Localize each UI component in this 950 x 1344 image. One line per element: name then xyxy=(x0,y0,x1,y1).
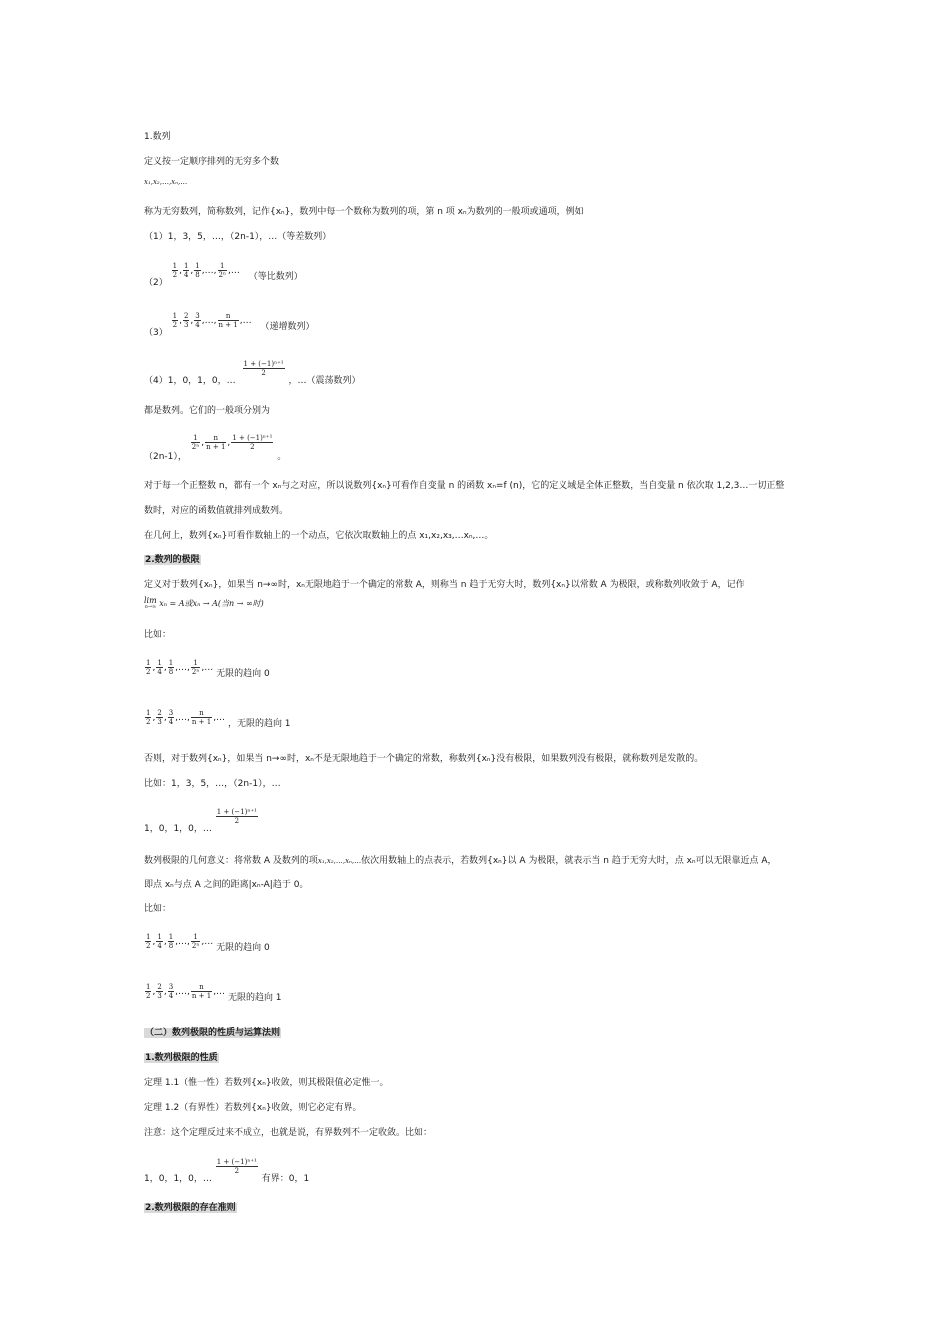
general-term-intro: 都是数列。它们的一般项分别为 xyxy=(144,406,271,416)
general-term-label: （2n-1）， xyxy=(144,452,187,462)
example-label: 比如： xyxy=(144,630,172,640)
section-title-limit: 2.数列的极限 xyxy=(145,555,200,565)
divergence-example-1: 比如：1，3，5，…，（2n-1），… xyxy=(144,779,281,789)
subsection-title-properties: 1.数列极限的性质 xyxy=(145,1053,218,1063)
note-text: 注意：这个定理反过来不成立，也就是说，有界数列不一定收敛。比如： xyxy=(144,1128,433,1138)
fraction: $\frac{1}{\text{2ⁿ}}$ xyxy=(191,933,200,950)
limit-example-4: $\frac{1}{2}$ , $\frac{2}{3}$ , $\frac{3}{4}$ ,…, $\frac{n}{n + 1}$ ,… 无限的趋向 1 xyxy=(146,983,282,1003)
fraction: $\frac{2}{3}$ xyxy=(157,709,162,726)
fraction: $\frac{n}{n + 1}$ xyxy=(206,434,226,451)
sequence-expression: x₁,x₂,…,xₙ,… xyxy=(144,178,188,186)
fraction: $\frac{1}{8}$ xyxy=(195,262,200,279)
fraction: $\frac{3}{4}$ xyxy=(168,983,174,1000)
fraction: $\frac{\text{1 + (−1)ⁿ⁺¹}}{2}$ xyxy=(216,1158,257,1175)
fraction: $\frac{1}{\text{2ⁿ}}$ xyxy=(191,659,200,676)
divergence-example-2: 1，0，1，0，… $\frac{\text{1 + (−1)ⁿ⁺¹}}{2}$ xyxy=(144,808,257,834)
limit-formula: lim n→∞ xₙ = A或xₙ → A(当n → ∞时) xyxy=(144,596,264,610)
fraction: $\frac{2}{3}$ xyxy=(157,983,162,1000)
example-label: 比如： xyxy=(144,904,172,914)
fraction: $\frac{1}{\text{2ⁿ}}$ xyxy=(218,262,226,279)
fraction: $\frac{1}{2}$ xyxy=(146,659,151,676)
limit-definition: 定义对于数列{xₙ}，如果当 n→∞时，xₙ无限地趋于一个确定的常数 A，则称当 n 趋于无穷大时，数列{xₙ}以常数 A 为极限，或称数列收敛于 A，记作 xyxy=(144,580,745,590)
limit-example-3: $\frac{1}{2}$ , $\frac{1}{4}$ , $\frac{1}{8}$ ,…, $\frac{1}{\text{2ⁿ}}$ ,… 无限的趋向 0 xyxy=(146,933,270,953)
example-arithmetic: （1）1，3，5，…，（2n-1），…（等差数列） xyxy=(144,232,332,242)
example-oscillating xyxy=(144,360,361,386)
fraction: $\frac{1}{8}$ xyxy=(168,659,174,676)
definition-text: 定义按一定顺序排列的无穷多个数 xyxy=(144,157,280,167)
fraction: $\frac{1}{2}$ xyxy=(146,709,151,726)
fraction: $\frac{1}{8}$ xyxy=(168,933,174,950)
example-label: （2） xyxy=(144,278,168,288)
example-label: （4）1，0，1，0，… xyxy=(144,376,236,386)
section-title-properties: （二）数列极限的性质与运算法则 xyxy=(145,1028,281,1038)
fraction: $\frac{n}{n + 1}$ xyxy=(218,312,238,329)
function-view-text: 对于每一个正整数 n，都有一个 xₙ与之对应，所以说数列{xₙ}可看作自变量 n 的函数 xₙ=f (n)，它的定义域是全体正整数，当自变量 n 依次取 1,2,3…一切正整 xyxy=(144,481,785,491)
section-title-sequence: 1.数列 xyxy=(144,132,171,142)
example-geometric: （2） $\frac{1}{2}$ , $\frac{1}{4}$ , $\frac{1}{8}$ ,…, $\frac{1}{\text{2ⁿ}}$ ,… （等比数列） xyxy=(144,262,303,288)
fraction: $\frac{1}{\text{2ⁿ}}$ xyxy=(191,434,200,451)
divergence-text: 否则，对于数列{xₙ}，如果当 n→∞时，xₙ不是无限地趋于一个确定的常数，称数列{xₙ}没有极限，如果数列没有极限，就称数列是发散的。 xyxy=(144,754,704,764)
example-note: ，…（震荡数列） xyxy=(288,376,361,386)
fraction: $\frac{3}{4}$ xyxy=(195,312,200,329)
fraction: $\frac{\text{1 + (−1)ⁿ⁺¹}}{2}$ xyxy=(243,360,284,377)
fraction: $\frac{1}{4}$ xyxy=(183,262,189,279)
limit-operator: lim n→∞ xyxy=(144,596,157,610)
fraction: $\frac{1}{2}$ xyxy=(172,262,178,279)
example-label: （3） xyxy=(144,328,168,338)
bounded-example: 1，0，1，0，… $\frac{\text{1 + (−1)ⁿ⁺¹}}{2}$ 有界：0，1 xyxy=(144,1158,310,1184)
example-increasing: （3） $\frac{1}{2}$ , $\frac{2}{3}$ , $\frac{3}{4}$ ,…, $\frac{n}{n + 1}$ ,… （递增数列） xyxy=(144,312,315,338)
definition-text-2: 称为无穷数列，简称数列，记作{xₙ}，数列中每一个数称为数列的项，第 n 项 xₙ为数列的一般项或通项，例如 xyxy=(144,207,584,217)
limit-example-2: $\frac{1}{2}$ , $\frac{2}{3}$ , $\frac{3}{4}$ ,…, $\frac{n}{n + 1}$ ,… ，无限的趋向 1 xyxy=(146,709,291,729)
example-note: （递增数列） xyxy=(260,322,315,332)
geometric-view-text: 在几何上，数列{xₙ}可看作数轴上的一个动点，它依次取数轴上的点 x₁,x₂,x₃,…xₙ,…。 xyxy=(144,531,494,541)
function-view-text-2: 数时，对应的函数值就排列成数列。 xyxy=(144,506,289,516)
fraction: $\frac{n}{n + 1}$ xyxy=(191,983,212,1000)
fraction: $\frac{1}{2}$ xyxy=(146,933,151,950)
geometric-meaning-text-2: 即点 xₙ与点 A 之间的距离|xₙ-A|趋于 0。 xyxy=(144,880,309,890)
general-terms: （2n-1）， $\frac{1}{\text{2ⁿ}}$ , $\frac{n}{n + 1}$ , $\frac{\text{1 + (−1)ⁿ⁺¹}}{2}$ 。 xyxy=(144,434,287,462)
fraction: $\frac{1}{4}$ xyxy=(157,659,162,676)
example-note: （等比数列） xyxy=(248,272,303,282)
fraction: $\frac{1}{4}$ xyxy=(157,933,162,950)
fraction: $\frac{\text{1 + (−1)ⁿ⁺¹}}{2}$ xyxy=(232,434,273,451)
limit-example-1: $\frac{1}{2}$ , $\frac{1}{4}$ , $\frac{1}{8}$ ,…, $\frac{1}{\text{2ⁿ}}$ ,… 无限的趋向 0 xyxy=(146,659,270,679)
fraction: $\frac{3}{4}$ xyxy=(168,709,174,726)
geometric-meaning-text: 数列极限的几何意义：将常数 A 及数列的项x₁,x₂,…,xₙ,…依次用数轴上的点表示，若数列{xₙ}以 A 为极限，就表示当 n 趋于无穷大时，点 xₙ可以无限靠近点 A， xyxy=(144,856,777,866)
fraction: $\frac{1}{2}$ xyxy=(172,312,178,329)
fraction: $\frac{n}{n + 1}$ xyxy=(191,709,212,726)
theorem-uniqueness: 定理 1.1（惟一性）若数列{xₙ}收敛，则其极限值必定惟一。 xyxy=(144,1078,389,1088)
theorem-boundedness: 定理 1.2（有界性）若数列{xₙ}收敛，则它必定有界。 xyxy=(144,1103,362,1113)
fraction: $\frac{2}{3}$ xyxy=(183,312,189,329)
fraction: $\frac{\text{1 + (−1)ⁿ⁺¹}}{2}$ xyxy=(216,808,257,825)
subsection-title-existence: 2.数列极限的存在准则 xyxy=(145,1203,236,1213)
fraction: $\frac{1}{2}$ xyxy=(146,983,151,1000)
